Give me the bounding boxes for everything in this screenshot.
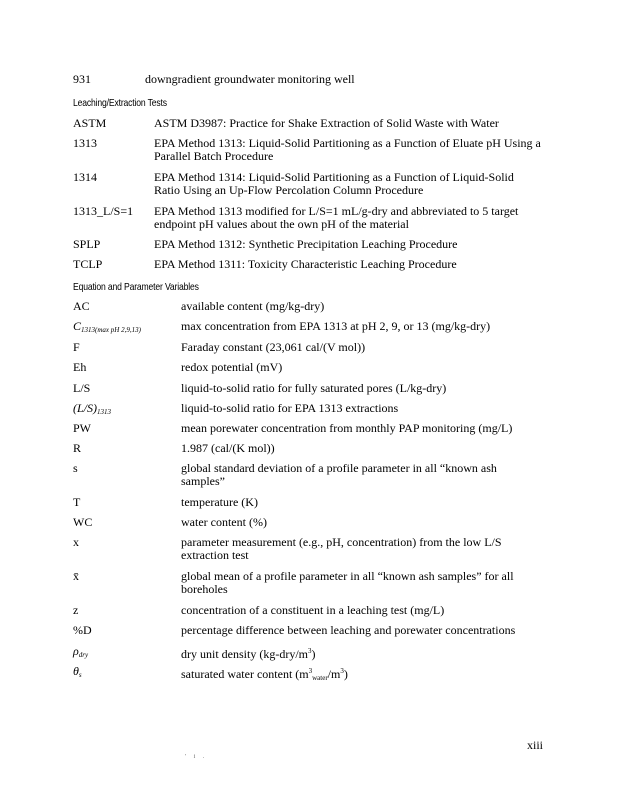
test-definition: EPA Method 1311: Toxicity Characteristic Leaching Procedure bbox=[154, 257, 457, 271]
variable-term: L/S bbox=[73, 381, 91, 395]
variable-definition: concentration of a constituent in a leaching test (mg/L) bbox=[181, 603, 445, 617]
variable-definition: mean porewater concentration from monthly PAP monitoring (mg/L) bbox=[181, 421, 513, 435]
variable-definition: global standard deviation of a profile parameter in all “known ash samples” bbox=[181, 461, 497, 488]
variable-definition: water content (%) bbox=[181, 515, 267, 529]
variable-term: x bbox=[73, 535, 79, 549]
variable-definition: redox potential (mV) bbox=[181, 360, 283, 374]
test-term: 1313 bbox=[73, 136, 97, 150]
definition-text-end: ) bbox=[343, 667, 348, 681]
variable-subscript: s bbox=[78, 671, 82, 679]
variable-subscript: 1313(max pH 2,9,13) bbox=[81, 326, 141, 334]
test-term: SPLP bbox=[73, 237, 101, 251]
variable-definition bbox=[181, 645, 541, 661]
variable-term bbox=[73, 665, 82, 682]
variable-definition: Faraday constant (23,061 cal/(V mol)) bbox=[181, 340, 366, 354]
test-term: 1313_L/S=1 bbox=[73, 204, 134, 218]
variable-term bbox=[73, 320, 141, 337]
variable-definition: temperature (K) bbox=[181, 495, 258, 509]
test-definition: EPA Method 1313: Liquid-Solid Partitioning as a Function of Eluate pH Using a Parallel Batch Procedure bbox=[154, 136, 541, 163]
definition-subscript: water bbox=[312, 674, 328, 682]
test-definition: ASTM D3987: Practice for Shake Extraction of Solid Waste with Water bbox=[154, 116, 499, 130]
variable-term bbox=[73, 645, 88, 662]
variable-term: T bbox=[73, 495, 81, 509]
test-term: 1314 bbox=[73, 170, 97, 184]
variable-term: F bbox=[73, 340, 80, 354]
variable-definition: global mean of a profile parameter in all “known ash samples” for all boreholes bbox=[181, 569, 514, 596]
variable-symbol: C bbox=[73, 319, 82, 333]
variable-definition: parameter measurement (e.g., pH, concentration) from the low L/S extraction test bbox=[181, 535, 502, 562]
test-term: TCLP bbox=[73, 257, 103, 271]
test-definition: EPA Method 1313 modified for L/S=1 mL/g-dry and abbreviated to 5 target endpoint pH values about the own pH of the material bbox=[154, 204, 519, 231]
variable-term: AC bbox=[73, 299, 90, 313]
variable-symbol: θ bbox=[73, 664, 79, 678]
variable-term: WC bbox=[73, 515, 93, 529]
variable-symbol: ρ bbox=[73, 644, 79, 658]
test-definition: EPA Method 1312: Synthetic Precipitation Leaching Procedure bbox=[154, 237, 458, 251]
footer-mark: ' i . bbox=[185, 754, 208, 760]
variable-term: %D bbox=[73, 623, 92, 637]
variable-term: x̄ bbox=[73, 569, 79, 583]
definition-superscript: 3 bbox=[308, 667, 313, 675]
variable-definition: max concentration from EPA 1313 at pH 2, 9, or 13 (mg/kg-dry) bbox=[181, 319, 491, 333]
page-number: xiii bbox=[527, 738, 544, 752]
variable-subscript: 1313 bbox=[97, 408, 111, 416]
variable-definition: percentage difference between leaching and porewater concentrations bbox=[181, 623, 516, 637]
variable-definition: available content (mg/kg-dry) bbox=[181, 299, 325, 313]
test-definition: EPA Method 1314: Liquid-Solid Partitioning as a Function of Liquid-Solid Ratio Using an Up-Flow Percolation Column Procedure bbox=[154, 170, 514, 197]
variable-definition bbox=[181, 665, 541, 685]
acronym-term: 931 bbox=[73, 72, 91, 86]
variable-term: z bbox=[73, 603, 79, 617]
variable-symbol: (L/S) bbox=[73, 401, 97, 415]
definition-superscript: 3 bbox=[340, 667, 344, 675]
variable-definition: 1.987 (cal/(K mol)) bbox=[181, 441, 275, 455]
acronym-definition: downgradient groundwater monitoring well bbox=[145, 72, 355, 86]
definition-text: dry unit density (kg-dry/m bbox=[181, 647, 308, 661]
definition-text-end: ) bbox=[311, 647, 316, 661]
variable-subscript: dry bbox=[78, 651, 89, 659]
variable-term: R bbox=[73, 441, 82, 455]
variable-definition: liquid-to-solid ratio for fully saturated pores (L/kg-dry) bbox=[181, 381, 447, 395]
test-term: ASTM bbox=[73, 116, 107, 130]
variable-term: Eh bbox=[73, 360, 87, 374]
variable-term: s bbox=[73, 461, 78, 475]
variable-term bbox=[73, 402, 111, 419]
definition-text: saturated water content (m bbox=[181, 667, 309, 681]
section-heading-leaching: Leaching/Extraction Tests bbox=[73, 97, 167, 109]
section-heading-variables: Equation and Parameter Variables bbox=[73, 281, 199, 293]
definition-text-mid: /m bbox=[327, 667, 341, 681]
variable-term: PW bbox=[73, 421, 91, 435]
definition-superscript: 3 bbox=[307, 647, 312, 655]
variable-definition: liquid-to-solid ratio for EPA 1313 extractions bbox=[181, 401, 399, 415]
